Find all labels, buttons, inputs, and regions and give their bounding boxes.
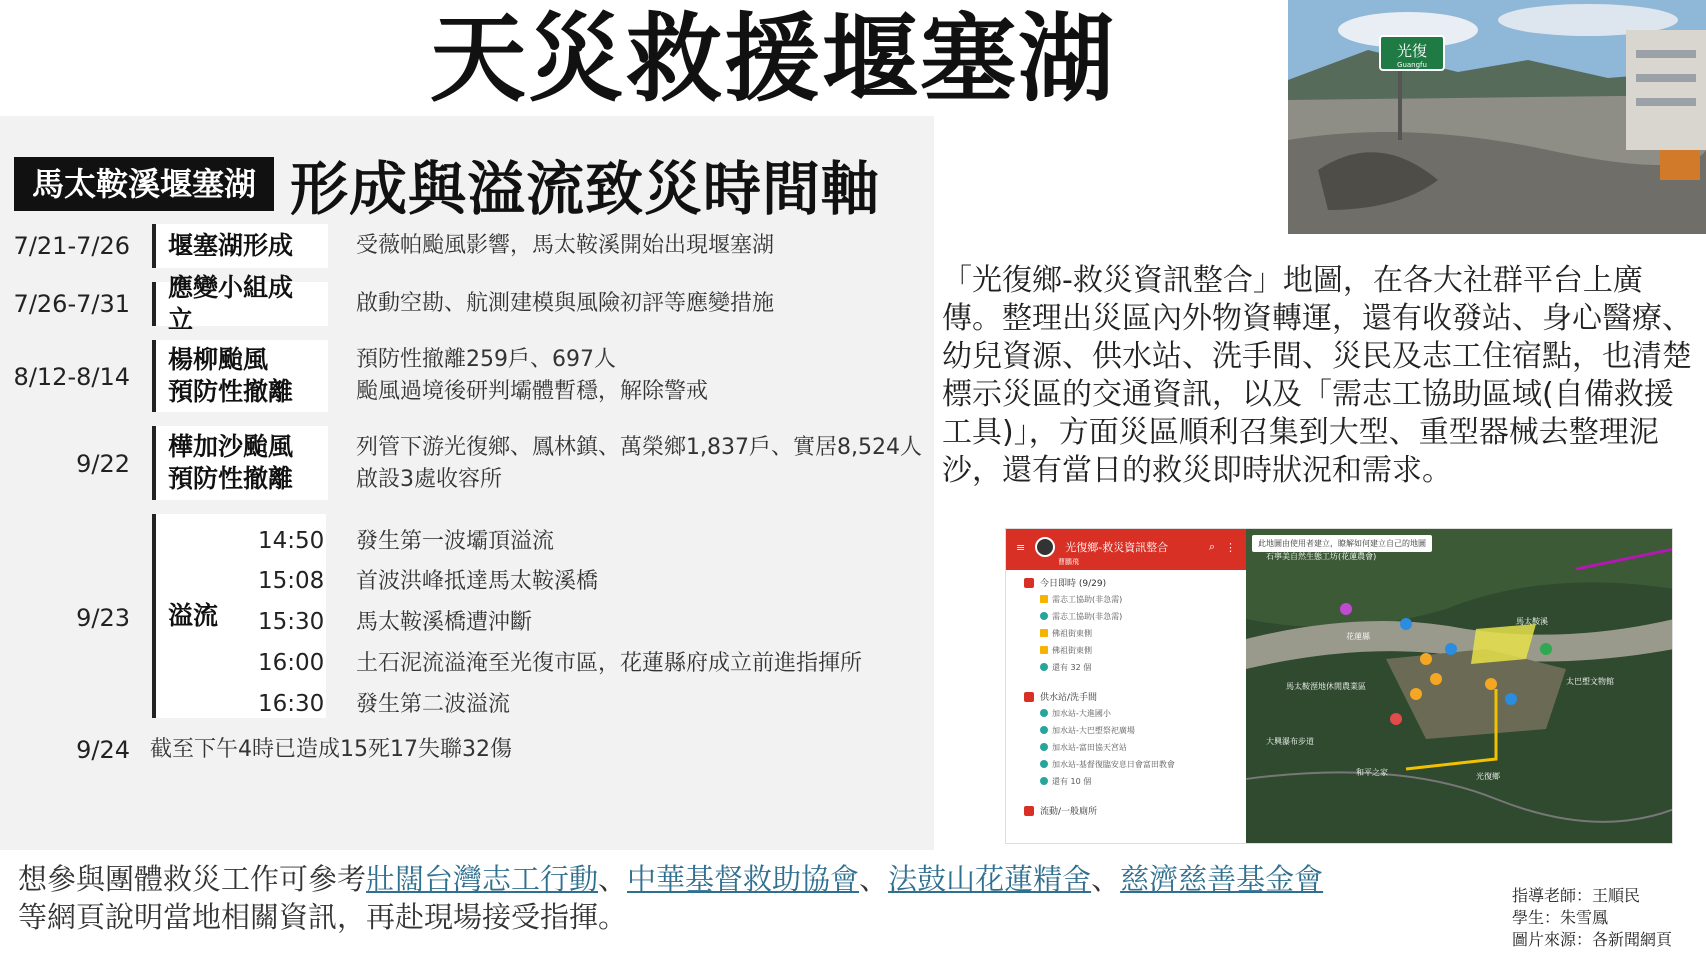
separator: 、 <box>1091 862 1121 896</box>
timeline-date: 7/26-7/31 <box>13 290 130 318</box>
event-time: 14:50 <box>258 528 325 554</box>
map-place-label: 大興瀑布步道 <box>1266 737 1314 746</box>
map-layer-title: 流動/一般廁所 <box>1040 807 1098 817</box>
link-volunteer-action[interactable]: 壯闊台灣志工行動 <box>366 862 599 896</box>
event-desc: 首波洪峰抵達馬太鞍溪橋 <box>356 569 599 594</box>
map-place-label: 和平之家 <box>1356 768 1388 777</box>
link-tzu-chi[interactable]: 慈濟慈善基金會 <box>1120 862 1324 896</box>
volunteer-note-tail: 等網頁說明當地相關資訊，再赴現場接受指揮。 <box>18 900 628 934</box>
event-desc: 發生第二波溢流 <box>356 692 511 717</box>
page-title: 天災救援堰塞湖 <box>430 3 1116 115</box>
timeline-label <box>152 514 238 718</box>
timeline-desc-line: 啟設3處收容所 <box>356 467 502 492</box>
satellite-map-drawing <box>1246 529 1673 844</box>
map-place-label: 石寧美自然生態工坊(花蓮農會) <box>1266 552 1377 561</box>
map-layer-item[interactable]: 加水站-大進國小 <box>1006 705 1246 722</box>
avatar <box>1035 537 1055 557</box>
timeline-desc-line: 預防性撤離259戶、697人 <box>356 347 616 372</box>
timeline-label-line: 預防性撤離 <box>168 464 294 493</box>
road-sign-subtext: Guangfu <box>1397 61 1427 69</box>
timeline-desc-line: 颱風過境後研判壩體暫穩，解除警戒 <box>356 379 709 404</box>
credit-image-source: 圖片來源：各新聞網頁 <box>1512 930 1673 949</box>
checkbox-icon[interactable] <box>1024 692 1034 702</box>
event-time: 15:08 <box>258 568 325 594</box>
timeline-label-line: 溢流 <box>168 601 219 630</box>
road-sign-text: 光復 <box>1396 42 1428 60</box>
map-layer-item[interactable]: 佛祖街東側 <box>1006 642 1246 659</box>
event-desc: 土石泥流溢淹至光復市區，花蓮縣府成立前進指揮所 <box>356 651 863 676</box>
timeline-panel <box>0 116 934 850</box>
map-layer-item[interactable]: 需志工協助(非急需) <box>1006 608 1246 625</box>
map-layer-header[interactable] <box>1006 570 1246 591</box>
map-layer-header[interactable] <box>1006 684 1246 705</box>
map-place-label: 太巴塱文物館 <box>1566 677 1614 686</box>
timeline-desc: 受薇帕颱風影響，馬太鞍溪開始出現堰塞湖 <box>356 233 775 258</box>
more-icon[interactable]: ⋮ <box>1225 540 1236 554</box>
timeline-date: 9/24 <box>76 736 130 764</box>
event-desc: 馬太鞍溪橋遭沖斷 <box>356 610 533 635</box>
timeline-desc <box>356 432 922 496</box>
timeline-tag: 馬太鞍溪堰塞湖 <box>14 157 274 211</box>
volunteer-note <box>18 860 1458 936</box>
separator: 、 <box>598 862 628 896</box>
map-layer-title: 供水站/洗手間 <box>1040 693 1098 703</box>
timeline-label-line: 楊柳颱風 <box>168 345 269 374</box>
checkbox-icon[interactable] <box>1024 806 1034 816</box>
timeline-label-line: 樺加沙颱風 <box>168 432 294 461</box>
timeline-desc: 啟動空勘、航測建模與風險初評等應變措施 <box>356 291 775 316</box>
timeline-label-line: 應變小組成立 <box>168 273 294 334</box>
timeline-date: 9/22 <box>76 450 130 478</box>
timeline-label <box>152 340 328 412</box>
map-layer-item[interactable]: 佛祖街東側 <box>1006 625 1246 642</box>
map-place-label: 馬太鞍溪 <box>1516 617 1548 626</box>
relief-map-screenshot <box>1005 528 1673 844</box>
separator: 、 <box>859 862 889 896</box>
map-layer-item[interactable]: 加水站-基督復臨安息日會富田教會 <box>1006 756 1246 773</box>
volunteer-note-lead: 想參與團體救災工作可參考 <box>18 862 367 896</box>
map-place-label: 馬太鞍溼地休閒農業區 <box>1286 682 1366 691</box>
timeline-label <box>152 273 328 334</box>
satellite-map[interactable] <box>1246 529 1673 844</box>
map-app-subtitle: 曹鵬飛 <box>1006 557 1246 570</box>
map-layer-more[interactable]: 還有 32 個 <box>1006 659 1246 676</box>
event-time: 16:30 <box>258 691 325 717</box>
event-time: 15:30 <box>258 609 325 635</box>
mudflow-street-image <box>1288 0 1706 234</box>
checkbox-icon[interactable] <box>1024 578 1034 588</box>
credit-teacher: 指導老師：王順民 <box>1512 886 1641 905</box>
credit-student: 學生：朱雪鳳 <box>1512 908 1609 927</box>
map-layer-header[interactable] <box>1006 798 1246 819</box>
map-layer-more[interactable]: 還有 10 個 <box>1006 773 1246 790</box>
timeline-desc <box>356 344 708 408</box>
map-layer-title: 今日即時 (9/29) <box>1040 579 1107 589</box>
link-christian-relief[interactable]: 中華基督救助協會 <box>627 862 860 896</box>
timeline-date: 7/21-7/26 <box>13 232 130 260</box>
link-dharma-drum[interactable]: 法鼓山花蓮精舍 <box>888 862 1092 896</box>
menu-icon[interactable]: ≡ <box>1016 540 1026 554</box>
map-app-title: 光復鄉-救災資訊整合 <box>1065 541 1169 554</box>
credits <box>1512 885 1672 951</box>
timeline-date: 8/12-8/14 <box>13 363 130 391</box>
map-layer-item[interactable]: 加水站-大巴塱祭祀廣場 <box>1006 722 1246 739</box>
map-sidebar <box>1006 529 1246 844</box>
timeline-label <box>152 224 328 268</box>
event-desc: 發生第一波壩頂溢流 <box>356 529 555 554</box>
map-place-label: 光復鄉 <box>1476 772 1500 781</box>
search-icon[interactable]: ⌕ <box>1208 540 1215 553</box>
timeline-label-line: 預防性撤離 <box>168 377 294 406</box>
map-place-label: 花蓮縣 <box>1346 632 1370 641</box>
timeline-label-line: 堰塞湖形成 <box>168 231 294 260</box>
disaster-photo <box>1288 0 1706 234</box>
timeline-header <box>14 146 880 222</box>
map-description: 「光復鄉-救災資訊整合」地圖，在各大社群平台上廣傳。整理出災區內外物資轉運，還有收發站、身心醫療、幼兒資源、供水站、洗手間、災民及志工住宿點，也清楚標示災區的交通資訊，以及「需志工協助區域(自備救援工具)」，方面災區順利召集到大型、重型器械去整理泥沙，還有當日的救災即時狀況和需求。 <box>942 263 1692 488</box>
timeline-heading: 形成與溢流致災時間軸 <box>290 155 881 223</box>
timeline-date: 9/23 <box>76 604 130 632</box>
map-notice[interactable]: 此地圖由使用者建立，瞭解如何建立自己的地圖 <box>1252 535 1432 552</box>
timeline-desc-line: 列管下游光復鄉、鳳林鎮、萬榮鄉1,837戶、實居8,524人 <box>356 435 922 460</box>
map-layer-item[interactable]: 加水站-富田協天宮站 <box>1006 739 1246 756</box>
event-time: 16:00 <box>258 650 325 676</box>
timeline-final-desc: 截至下午4時已造成15死17失聯32傷 <box>150 737 512 762</box>
timeline-label <box>152 426 328 500</box>
map-layer-item[interactable]: 需志工協助(非急需) <box>1006 591 1246 608</box>
